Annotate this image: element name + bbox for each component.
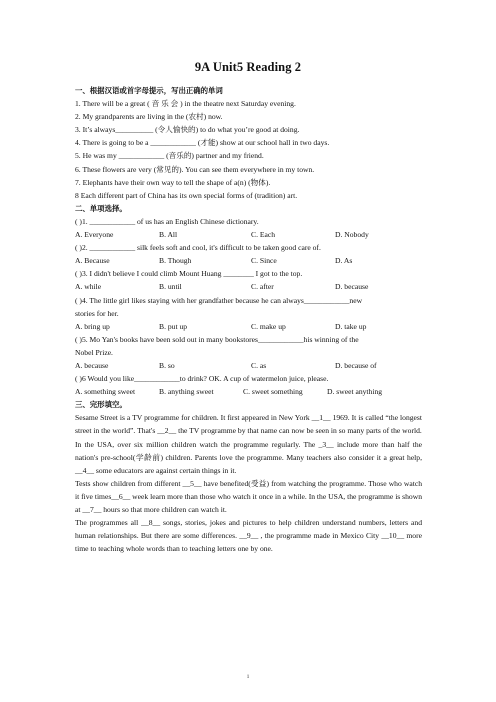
section1-item: 3. It’s always__________ (令人愉快的) to do what you’re good at doing. [75, 125, 300, 135]
option: D. because [335, 282, 369, 292]
option: B. until [159, 282, 182, 292]
option: D. sweet anything [327, 387, 383, 397]
question-stem: ( )6 Would you like____________to drink? OK. A cup of watermelon juice, please. [75, 374, 329, 384]
option: C. after [251, 282, 274, 292]
section2-heading: 二、单项选择。 [75, 203, 127, 213]
option: B. anything sweet [159, 387, 214, 397]
option: A. something sweet [75, 387, 136, 397]
worksheet-content [75, 84, 422, 555]
section1-item: 6. These flowers are very (常见的). You can see them everywhere in my town. [75, 164, 315, 174]
option: D. because of [335, 360, 377, 370]
section1-heading: 一、根据汉语或首字母提示，写出正确的单词 [75, 86, 223, 95]
section1-item: 4. There is going to be a ____________ (才能) show at our school hall in two days. [75, 138, 330, 148]
cloze-paragraph: The programmes all __8__ songs, stories, jokes and pictures to help children understand numbers, letters and human relationships. But there are some differences. __9__ , the programme made in Mexico City __10__ more time to teaching whole words than to teaching letters one by one. [75, 518, 422, 554]
option: A. while [75, 282, 102, 292]
question-stem: ( )5. Mo Yan's books have been sold out in many bookstores____________his winning of the [75, 334, 359, 344]
question-stem: ( )3. I didn't believe I could climb Mount Huang ________ I got to the top. [75, 269, 303, 279]
cloze-paragraph: Sesame Street is a TV programme for children. It first appeared in New York __1__ 1969. It is called “the longest street in the world”. That's __2__ the TV programme by that name can now be seen in so many parts of the world. [75, 413, 422, 436]
option: D. take up [335, 321, 367, 331]
section1-item: 8 Each different part of China has its own special forms of (tradition) art. [75, 190, 298, 200]
section1-item: 2. My grandparents are living in the (农村) now. [75, 112, 223, 122]
section1-item: 7. Elephants have their own way to tell the shape of a(n) (物体). [75, 177, 271, 187]
question-options [75, 385, 422, 398]
question-options [75, 254, 422, 267]
question-options [75, 359, 422, 372]
section3-heading: 三、完形填空。 [75, 400, 127, 410]
option: A. bring up [75, 321, 110, 331]
page-number: 1 [246, 674, 250, 680]
option: A. Because [75, 256, 110, 266]
option: B. All [159, 230, 178, 240]
question-stem: ( )4. The little girl likes staying with her grandfather because he can always____________new [75, 295, 363, 305]
option: C. as [251, 360, 267, 370]
question-options [75, 320, 422, 333]
option: D. As [335, 256, 353, 266]
option: C. sweet something [243, 387, 303, 397]
section1-item: 1. There will be a great ( 音 乐 会 ) in the theatre next Saturday evening. [75, 99, 296, 109]
question-stem: ( )2. ____________ silk feels soft and cool, it's difficult to be taken good care of. [75, 243, 321, 253]
option: B. Though [159, 256, 192, 266]
question-options [75, 280, 422, 293]
cloze-paragraph: In the USA, over six million children watch the programme regularly. The _3__ include more than half the nation's pre-school(学龄前) children. Parents love the programme. Many teachers also consider it a great help, __4__ some educators are against certain things in it. [75, 439, 422, 475]
question-stem: ( )1. ____________ of us has an English Chinese dictionary. [75, 216, 259, 226]
page-title: 9A Unit5 Reading 2 [194, 60, 302, 74]
option: B. put up [159, 321, 188, 331]
option: B. so [159, 360, 175, 370]
option: A. Everyone [75, 230, 114, 240]
question-stem-continued: Nobel Prize. [75, 347, 113, 357]
cloze-paragraph: Tests show children from different __5__ have benefited(受益) from watching the programme. Those who watch it five times__6__ week learn more than those who watch it once in a while. In the USA, the programme is shown at __7__ hours so that more children can watch it. [75, 478, 422, 514]
option: D. Nobody [335, 230, 369, 240]
option: C. Each [251, 230, 276, 240]
section1-item: 5. He was my ____________ (音乐的) partner and my friend. [75, 151, 264, 161]
question-stem-continued: stories for her. [75, 308, 119, 318]
option: A. because [75, 360, 109, 370]
option: C. Since [251, 256, 277, 266]
option: C. make up [251, 321, 286, 331]
question-options [75, 228, 422, 241]
